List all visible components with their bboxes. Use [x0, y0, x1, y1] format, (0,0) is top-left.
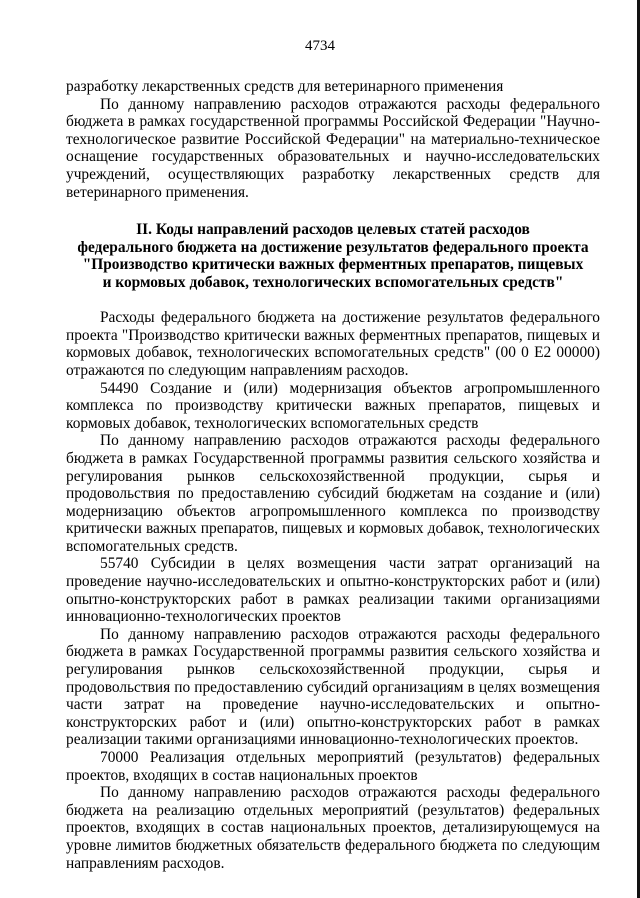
heading-line: II. Коды направлений расходов целевых статей расходов	[136, 221, 530, 239]
paragraph-code-70000: 70000 Реализация отдельных мероприятий (результатов) федеральных проектов, входящих в состав национальных проектов	[66, 749, 600, 784]
document-body	[66, 78, 600, 872]
heading-line: федерального бюджета на достижение результатов федерального проекта	[77, 238, 589, 256]
intro-paragraph: По данному направлению расходов отражаются расходы федерального бюджета в рамках государственной программы Российской Федерации "Научно-технологическое развитие Российской Федерации" на материально-техническое оснащение государственных образовательных и научно-исследовательских учреждений, осуществляющих разработку лекарственных средств для ветеринарного применения.	[66, 95, 600, 201]
heading-line: "Производство критически важных ферментных препаратов, пищевых	[82, 256, 584, 274]
paragraph-code-55740: 55740 Субсидии в целях возмещения части затрат организаций на проведение научно-исследовательских и опытно-конструкторских работ и (или) опытно-конструкторских работ в рамках реализации такими организациями инновационно-технологических проектов	[66, 555, 600, 626]
intro-line: разработку лекарственных средств для ветеринарного применения	[66, 78, 504, 95]
heading-line: и кормовых добавок, технологических вспомогательных средств"	[102, 273, 564, 291]
paragraph-54490-description: По данному направлению расходов отражаются расходы федерального бюджета в рамках Государственной программы развития сельского хозяйства и регулирования рынков сельскохозяйственной продукции, сырья и продовольствия по предоставлению субсидий бюджетам на создание и (или) модернизацию объектов агропромышленного комплекса по производству критически важных препаратов, пищевых и кормовых добавок, технологических вспомогательных средств.	[66, 432, 600, 555]
paragraph-70000-description: По данному направлению расходов отражаются расходы федерального бюджета на реализацию отдельных мероприятий (результатов) федеральных проектов, входящих в состав национальных проектов, детализирующемуся на уровне лимитов бюджетных обязательств федерального бюджета по следующим направлениям расходов.	[66, 784, 600, 872]
page-number: 4734	[305, 38, 335, 54]
paragraph-program-intro: Расходы федерального бюджета на достижение результатов федерального проекта "Производство критически важных ферментных препаратов, пищевых и кормовых добавок, технологических вспомогательных средств" (00 0 Е2 00000) отражаются по следующим направлениям расходов.	[66, 309, 600, 379]
paragraph-code-54490: 54490 Создание и (или) модернизация объектов агропромышленного комплекса по производству критически важных препаратов, пищевых и кормовых добавок, технологических вспомогательных средств	[66, 379, 600, 432]
section-heading	[66, 221, 600, 291]
paragraph-55740-description: По данному направлению расходов отражаются расходы федерального бюджета в рамках Государственной программы развития сельского хозяйства и регулирования рынков сельскохозяйственной продукции, сырья и продовольствия по предоставлению субсидий организациям в целях возмещения части затрат на проведение научно-исследовательских и опытно-конструкторских работ и (или) опытно-конструкторских работ в рамках реализации такими организациями инновационно-технологических проектов.	[66, 625, 600, 749]
